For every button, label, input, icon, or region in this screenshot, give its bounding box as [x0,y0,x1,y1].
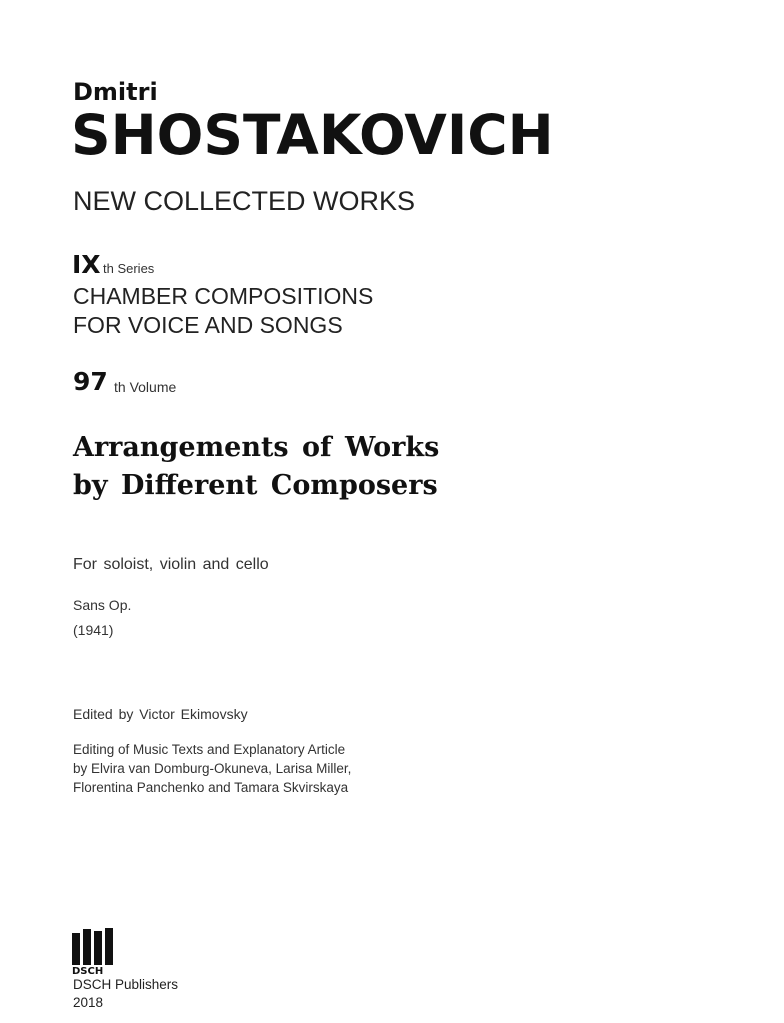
collection-title: NEW COLLECTED WORKS [73,186,416,216]
series-title-line-2: FOR VOICE AND SONGS [73,312,343,338]
dsch-logo [71,927,115,980]
work-title [73,429,439,505]
instrumentation: For soloist, violin and cello [73,556,269,573]
opus-number: Sans Op. [73,597,132,613]
composer-first-name: Dmitri [73,78,158,106]
editor-credit: Edited by Victor Ekimovsky [73,706,248,722]
work-title-line-1: Arrangements of Works [73,432,440,463]
publication-year: 2018 [73,995,104,1010]
credits-line-2: by Elvira van Domburg-Okuneva, Larisa Miller, [73,761,352,776]
dsch-logo-icon [71,927,115,975]
credits-line-1: Editing of Music Texts and Explanatory Article [73,742,346,757]
series-title [73,282,373,340]
composer-last-name: SHOSTAKOVICH [71,103,554,167]
series-number: IX [72,250,101,279]
series-title-line-1: CHAMBER COMPOSITIONS [73,283,374,309]
dsch-logo-text: DSCH [72,966,104,975]
volume-number: 97 [73,367,108,396]
credits-line-3: Florentina Panchenko and Tamara Skvirskaya [73,780,349,795]
editing-credits [73,740,351,797]
publisher-name: DSCH Publishers [73,977,179,992]
work-title-line-2: by Different Composers [73,470,438,501]
series-suffix: th Series [103,261,155,276]
composition-year: (1941) [73,622,114,638]
volume-suffix: th Volume [114,379,177,395]
